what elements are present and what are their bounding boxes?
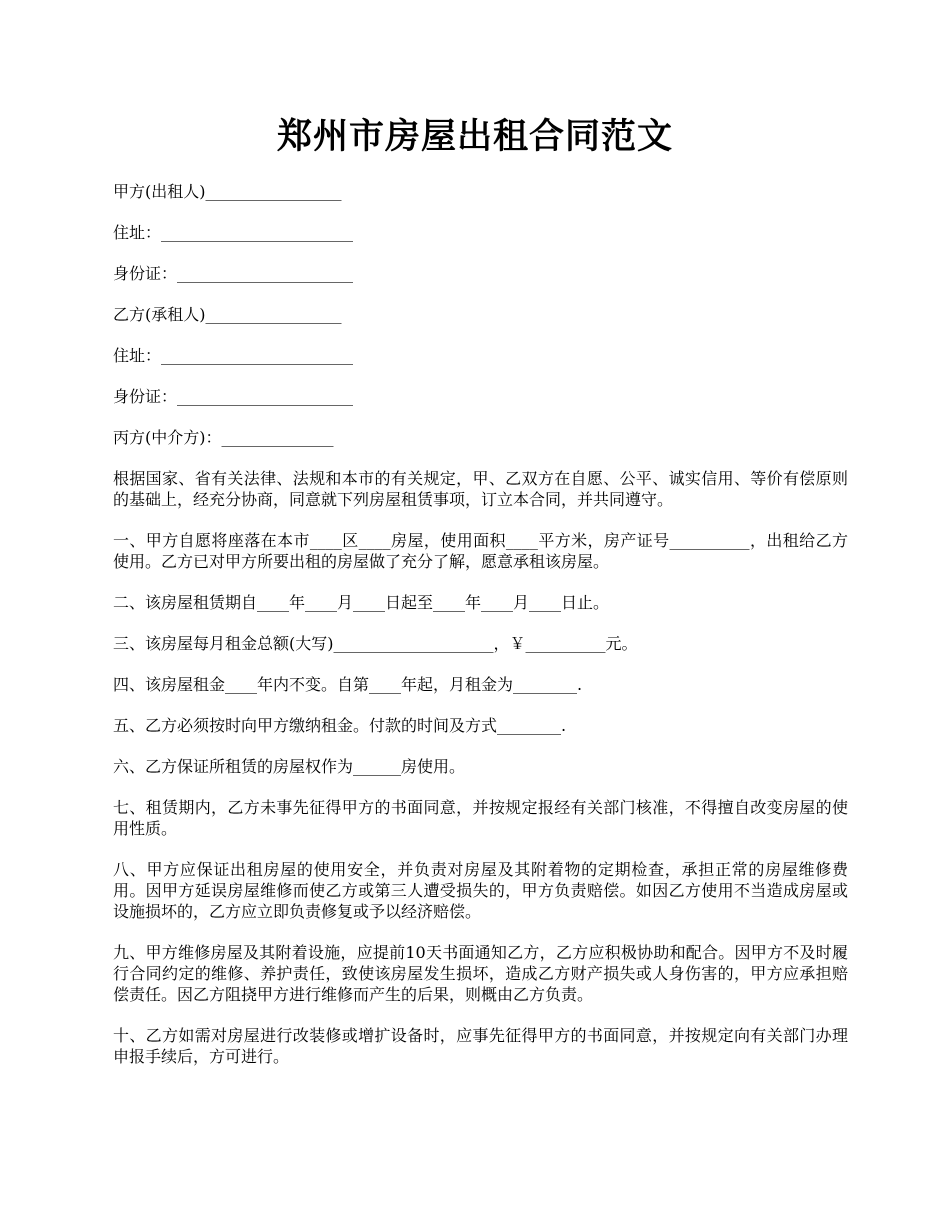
clause-5-paragraph: 五、乙方必须按时向甲方缴纳租金。付款的时间及方式________.: [113, 716, 567, 735]
party-b-name-line: 乙方(承租人)_________________: [113, 305, 342, 324]
party-c-agent-line: 丙方(中介方)：______________: [113, 428, 334, 447]
clause-10-paragraph: 十、乙方如需对房屋进行改装修或增扩设备时，应事先征得甲方的书面同意，并按规定向有关部门办理申报手续后，方可进行。: [113, 1026, 848, 1066]
party-a-address-line: 住址：________________________: [113, 223, 354, 242]
party-b-address-line: 住址：________________________: [113, 346, 354, 365]
clause-1-paragraph: 一、甲方自愿将座落在本市____区____房屋，使用面积____平方米，房产证号__________，出租给乙方使用。乙方已对甲方所要出租的房屋做了充分了解，愿意承租该房屋。: [113, 531, 848, 571]
clause-4-paragraph: 四、该房屋租金____年内不变。自第____年起，月租金为________.: [113, 675, 583, 694]
document-title: 郑州市房屋出租合同范文: [276, 116, 673, 157]
document-body: [113, 181, 848, 1087]
clause-3-paragraph: 三、该房屋每月租金总额(大写)____________________，￥__________元。: [113, 634, 638, 653]
party-a-name-line: 甲方(出租人)_________________: [113, 182, 342, 201]
clause-2-paragraph: 二、该房屋租赁期自____年____月____日起至____年____月____日止。: [113, 593, 610, 612]
clause-8-paragraph: 八、甲方应保证出租房屋的使用安全，并负责对房屋及其附着物的定期检查，承担正常的房屋维修费用。因甲方延误房屋维修而使乙方或第三人遭受损失的，甲方负责赔偿。如因乙方使用不当造成房屋或设施损坏的，乙方应立即负责修复或予以经济赔偿。: [113, 860, 848, 921]
preamble-paragraph: 根据国家、省有关法律、法规和本市的有关规定，甲、乙双方在自愿、公平、诚实信用、等价有偿原则的基础上，经充分协商，同意就下列房屋租赁事项，订立本合同，并共同遵守。: [113, 469, 848, 509]
clause-9-paragraph: 九、甲方维修房屋及其附着设施，应提前10天书面通知乙方，乙方应积极协助和配合。因甲方不及时履行合同约定的维修、养护责任，致使该房屋发生损坏，造成乙方财产损失或人身伤害的，甲方应承担赔偿责任。因乙方阻挠甲方进行维修而产生的后果，则概由乙方负责。: [113, 943, 848, 1004]
clause-6-paragraph: 六、乙方保证所租赁的房屋权作为______房使用。: [113, 757, 466, 776]
party-a-id-line: 身份证：______________________: [113, 264, 354, 283]
party-b-id-line: 身份证：______________________: [113, 387, 354, 406]
clause-7-paragraph: 七、租赁期内，乙方未事先征得甲方的书面同意，并按规定报经有关部门核准，不得擅自改变房屋的使用性质。: [113, 798, 848, 838]
